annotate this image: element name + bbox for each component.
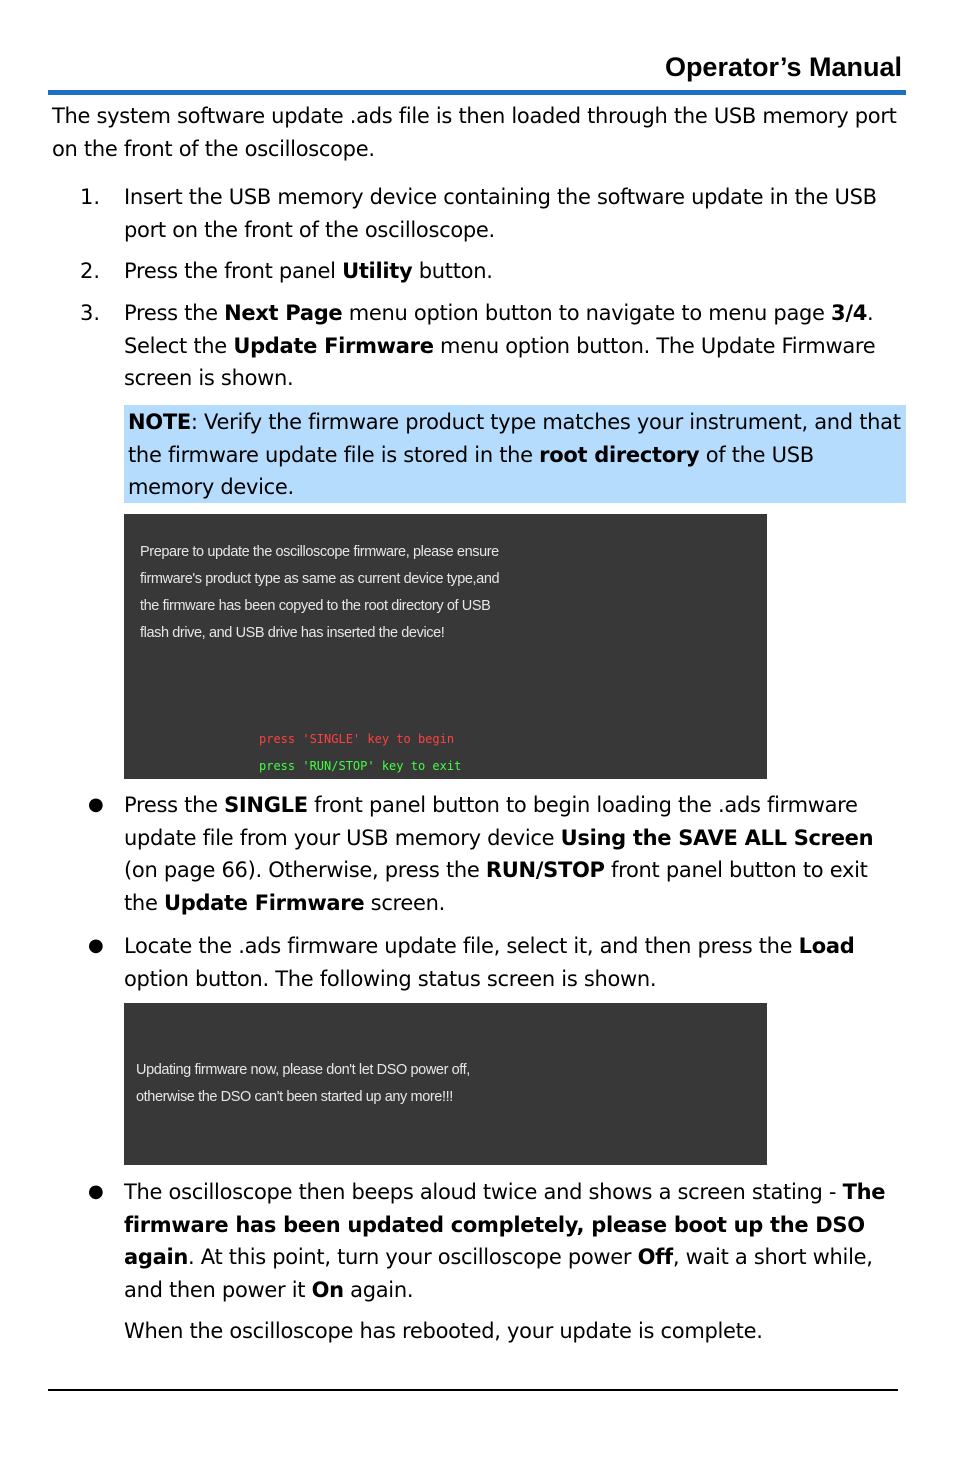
bullet-1-text: Press the SINGLE front panel button to begin loading the .ads firmware update file from your USB memory device Using the SAVE ALL Screen (on page 66). Otherwise, press the RUN/STOP front panel button to exit the Update Firmware screen. [124,793,874,915]
begin-instruction: press 'SINGLE' key to begin [259,732,455,746]
bullet-3-text: The oscilloscope then beeps aloud twice and shows a screen stating - The firmware has been updated completely, please boot up the DSO again. At this point, turn your oscilloscope power Off, wait a short while, and then power it On again. [124,1180,886,1302]
step-3-text: Press the Next Page menu option button to navigate to menu page 3/4. Select the Update Firmware menu option button. The Update Firmware screen is shown. [124,301,876,390]
screen2-line-1: Updating firmware now, please don't let DSO power off, [136,1062,470,1078]
update-firmware-screenshot [124,514,767,779]
step-2-number: 2. [80,259,101,283]
screen1-line-1: Prepare to update the oscilloscope firmware, please ensure [140,544,499,560]
note-box: NOTE: Verify the firmware product type matches your instrument, and that the firmware update file is stored in the root directory of the USB memory device. [124,405,906,503]
screen1-line-2: firmware's product type as same as current device type,and [140,571,500,587]
header-rule [48,90,906,95]
closing-paragraph: When the oscilloscope has rebooted, your update is complete. [124,1319,763,1343]
bullet-3-dot: ● [88,1181,104,1202]
step-2-text: Press the front panel Utility button. [124,259,493,283]
updating-status-screenshot [124,1003,767,1165]
bullet-1-dot: ● [88,794,104,815]
bullet-2-text: Locate the .ads firmware update file, select it, and then press the Load option button. The following status screen is shown. [124,934,855,991]
intro-paragraph: The system software update .ads file is then loaded through the USB memory port on the front of the oscilloscope. [52,104,897,161]
step-3-number: 3. [80,301,101,325]
bullet-2-dot: ● [88,935,104,956]
step-1-number: 1. [80,185,101,209]
step-1-text: Insert the USB memory device containing the software update in the USB port on the front of the oscilloscope. [124,185,877,242]
screen1-line-4: flash drive, and USB drive has inserted the device! [140,625,445,641]
page-header-title: Operator’s Manual [664,52,902,82]
screen2-line-2: otherwise the DSO can't been started up any more!!! [136,1089,453,1105]
screen1-line-3: the firmware has been copyed to the root directory of USB [140,598,491,614]
footer-rule [48,1389,898,1391]
exit-instruction: press 'RUN/STOP' key to exit [259,759,462,773]
